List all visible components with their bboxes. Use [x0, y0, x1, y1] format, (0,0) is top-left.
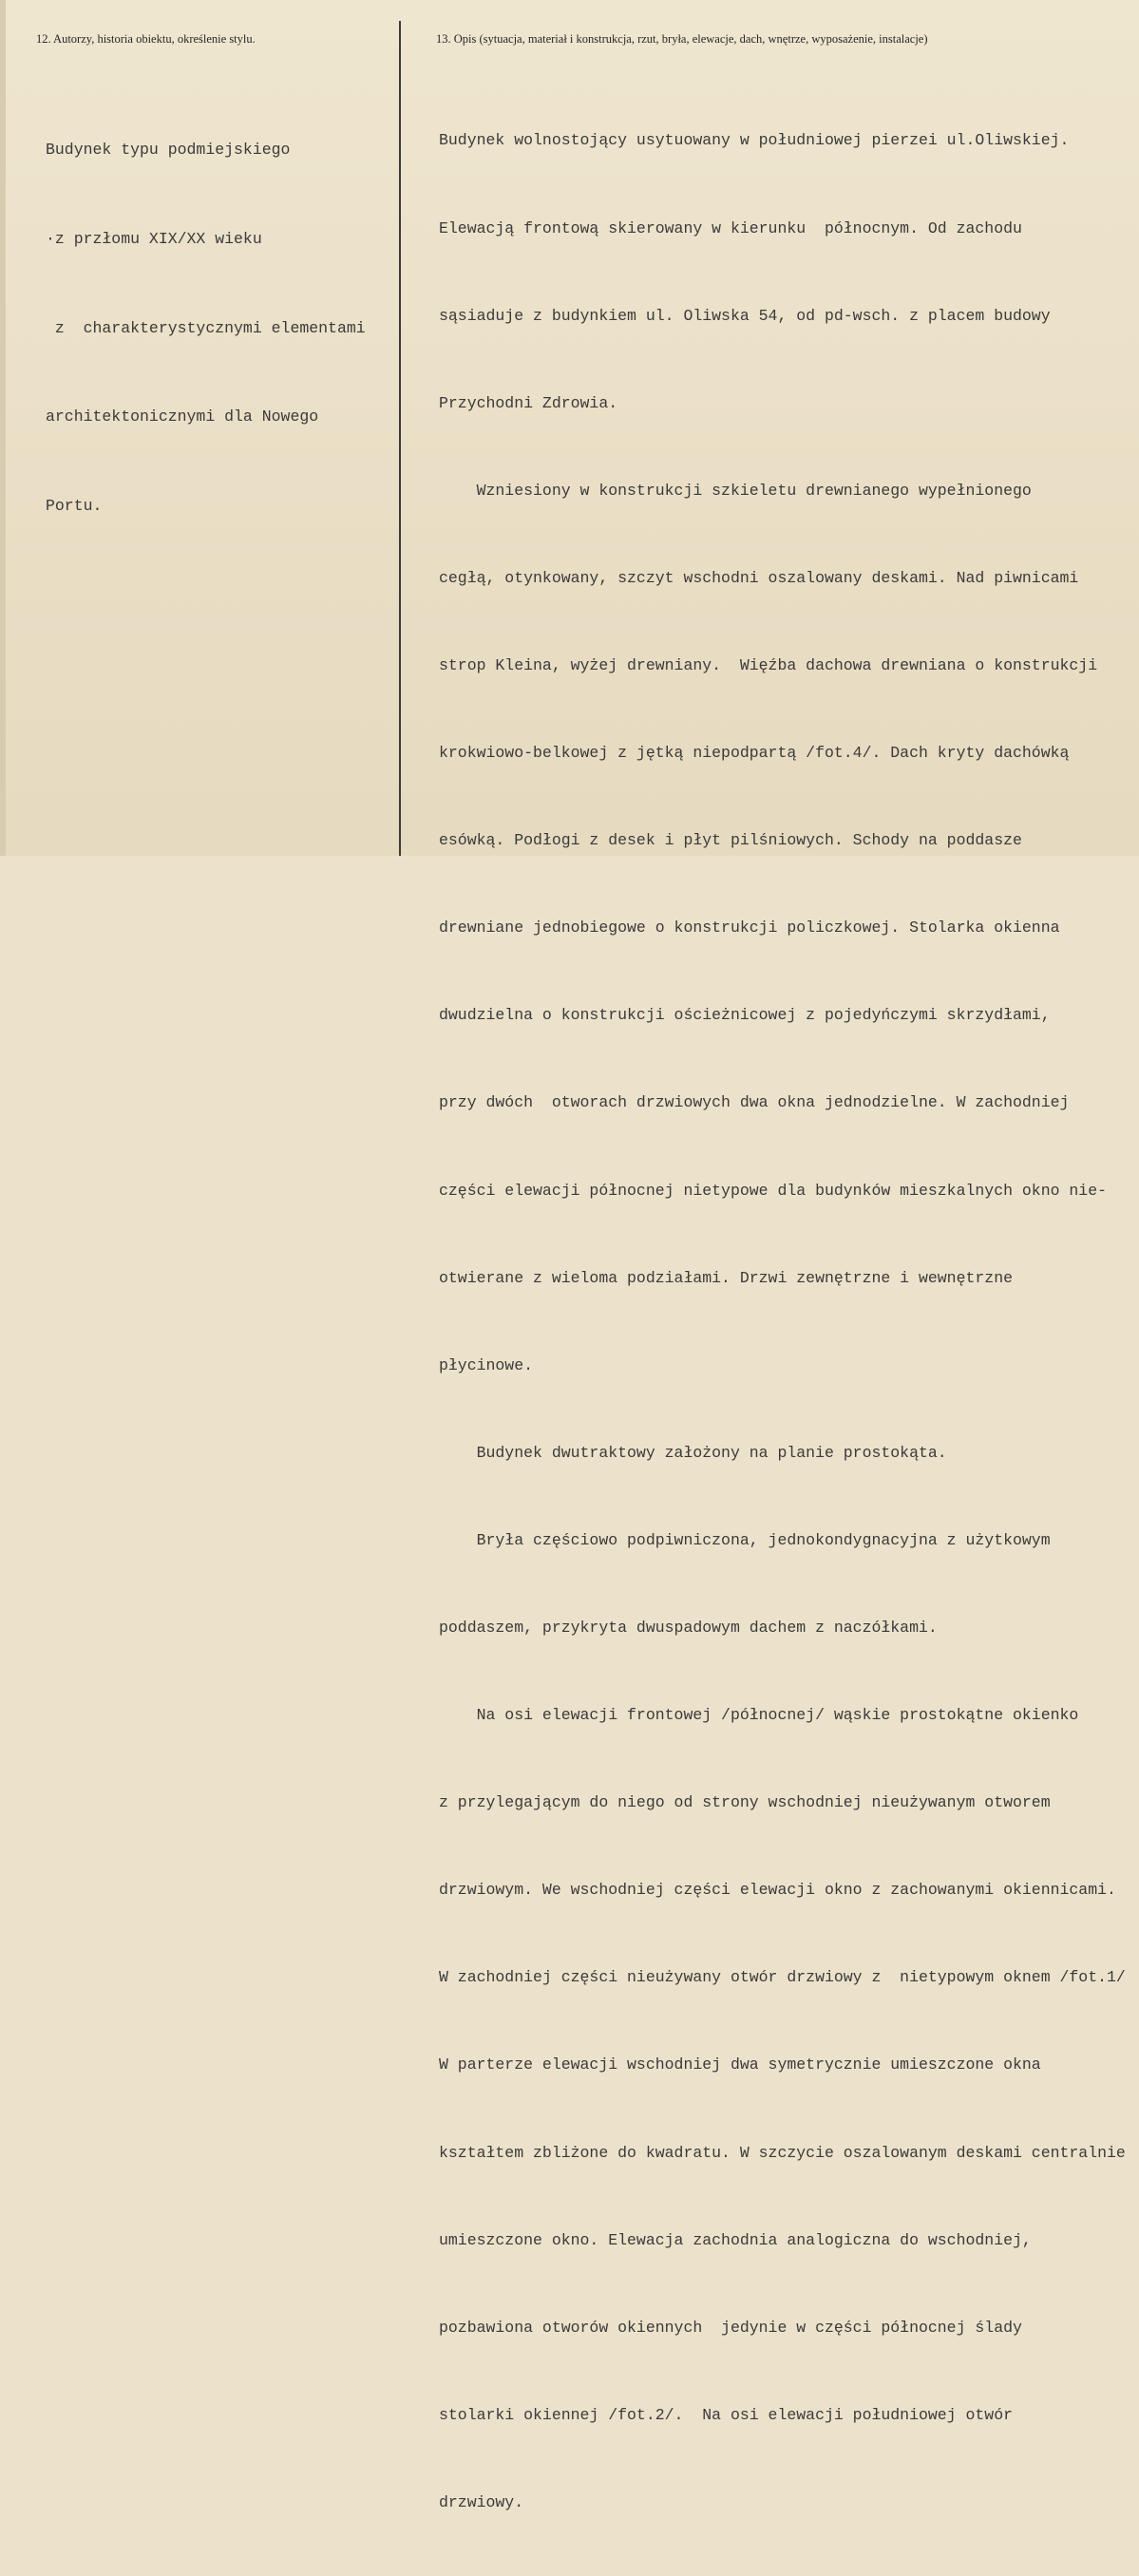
text-line: płycinowe. [439, 1355, 534, 1374]
text-line: W zachodniej części nieużywany otwór drzwiowy z nietypowym oknem /fot.1/ [439, 1968, 1126, 1987]
text-line: W parterze elewacji wschodniej dwa symetrycznie umieszczone okna [439, 2055, 1041, 2074]
text-line: esówką. Podłogi z desek i płyt pilśniowych. Schody na poddasze [439, 831, 1022, 850]
text-line: Budynek typu podmiejskiego [46, 141, 291, 160]
section-12-heading: 12. Autorzy, historia obiektu, określenie stylu. [36, 32, 256, 46]
text-line: z przylegającym do niego od strony wschodniej nieużywanym otworem [439, 1793, 1051, 1812]
text-line: otwierane z wieloma podziałami. Drzwi zewnętrzne i wewnętrzne [439, 1268, 1013, 1287]
text-line: strop Kleina, wyżej drewniany. Więźba dachowa drewniana o konstrukcji [439, 655, 1098, 674]
column-divider [399, 21, 401, 856]
text-line: sąsiaduje z budynkiem ul. Oliwska 54, od pd-wsch. z placem budowy [439, 306, 1051, 325]
text-line: z charakterystycznymi elementami [46, 318, 366, 337]
text-line: cegłą, otynkowany, szczyt wschodni oszalowany deskami. Nad piwnicami [439, 568, 1079, 587]
text-line: Portu. [46, 496, 103, 515]
description-text [439, 68, 1137, 2576]
text-line: Na osi elewacji frontowej /północnej/ wąskie prostokątne okienko [439, 1706, 1079, 1725]
text-line: drzwiowym. We wschodniej części elewacji okno z zachowanymi okiennicami. [439, 1881, 1116, 1900]
text-line: dwudzielna o konstrukcji ościeżnicowej z pojedyńczymi skrzydłami, [439, 1006, 1051, 1025]
text-line: Budynek dwutraktowy założony na planie prostokąta. [439, 1443, 947, 1462]
text-line: umieszczone okno. Elewacja zachodnia analogiczna do wschodniej, [439, 2230, 1032, 2249]
text-line: pozbawiona otworów okiennych jedynie w części północnej ślady [439, 2318, 1022, 2337]
text-line: Budynek wolnostojący usytuowany w południowej pierzei ul.Oliwskiej. [439, 131, 1070, 150]
text-line: Bryła częściowo podpiwniczona, jednokondygnacyjna z użytkowym [439, 1530, 1051, 1549]
text-line: architektonicznymi dla Nowego [46, 407, 319, 426]
authors-history-style-text [46, 76, 388, 579]
text-line: Elewacją frontową skierowany w kierunku północnym. Od zachodu [439, 218, 1022, 237]
text-line: przy dwóch otworach drzwiowych dwa okna jednodzielne. W zachodniej [439, 1093, 1070, 1112]
text-line: krokwiowo-belkowej z jętką niepodpartą /fot.4/. Dach kryty dachówką [439, 744, 1070, 763]
text-line: poddaszem, przykryta dwuspadowym dachem z naczółkami. [439, 1619, 938, 1637]
text-line: stolarki okiennej /fot.2/. Na osi elewacji południowej otwór [439, 2405, 1013, 2424]
text-line: drewniane jednobiegowe o konstrukcji policzkowej. Stolarka okienna [439, 919, 1060, 938]
text-line: Wzniesiony w konstrukcji szkieletu drewnianego wypełnionego [439, 481, 1032, 500]
text-line: ·z przłomu XIX/XX wieku [46, 230, 262, 248]
text-line: kształtem zbliżone do kwadratu. W szczycie oszalowanym deskami centralnie [439, 2143, 1126, 2162]
text-line: drzwiowy. [439, 2492, 524, 2511]
section-13-heading: 13. Opis (sytuacja, materiał i konstrukcja, rzut, bryła, elewacje, dach, wnętrze, wyposażenie, instalacje) [436, 32, 928, 46]
text-line: części elewacji północnej nietypowe dla budynków mieszkalnych okno nie- [439, 1181, 1108, 1200]
text-line: Przychodni Zdrowia. [439, 393, 618, 412]
